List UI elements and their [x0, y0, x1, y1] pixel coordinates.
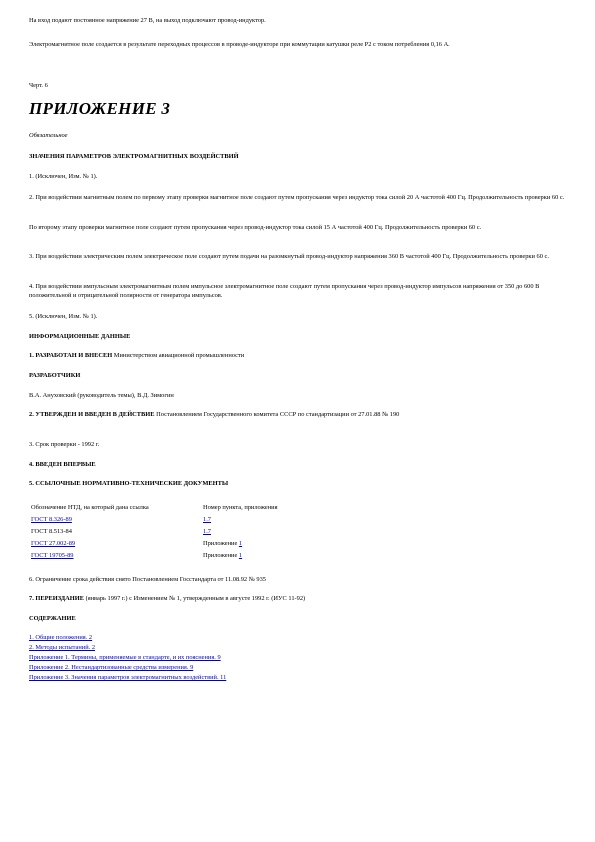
ref-link[interactable]: 1	[238, 540, 243, 547]
table-header-row	[29, 502, 280, 514]
appendix-item-1: 1. (Исключен, Изм. № 1).	[29, 173, 98, 180]
info-heading: ИНФОРМАЦИОННЫЕ ДАННЫЕ	[29, 333, 131, 340]
table-of-contents	[29, 633, 226, 683]
toc-link-appendix-2[interactable]: Приложение 2. Нестандартизованные средства измерения. 9	[29, 664, 194, 671]
info-section-6: 6. Ограничение срока действия снято Постановлением Госстандарта от 11.08.92 № 935	[29, 576, 267, 583]
table-header-cell: Номер пункта, приложения	[203, 504, 278, 511]
intro-paragraph-2: Электромагнитное поле создается в результате переходных процессов в проводе-индукторе при коммутации катушки реле Р2 с током потребления 0,16 А.	[29, 41, 450, 48]
toc-link-appendix-1[interactable]: Приложение 1. Термины, применяемые в стандарте, и их пояснения. 9	[29, 654, 221, 661]
figure-caption: Черт. 6	[29, 82, 48, 89]
intro-paragraph-1: На вход подают постоянное напряжение 27 В, на выход подключают провод-индуктор.	[29, 17, 266, 24]
references-table	[29, 502, 280, 562]
ref-link[interactable]: 1.7	[203, 528, 211, 535]
doc-link-gost-27-002[interactable]: ГОСТ 27.002-89	[31, 540, 76, 547]
info-section-7: 7. ПЕРЕИЗДАНИЕ (январь 1997 г.) с Изменением № 1, утвержденным в августе 1992 г. (ИУС 11-92)	[29, 595, 306, 602]
doc-link-gost-8-326[interactable]: ГОСТ 8.326-89	[31, 516, 72, 523]
table-row: ГОСТ 19705-89 Приложение 1	[31, 552, 243, 559]
toc-link-methods[interactable]: 2. Методы испытаний. 2	[29, 644, 96, 651]
appendix-item-4: 4. При воздействии импульсным электромагнитным полем импульсное электромагнитное поле создают путем пропускания через провод-индуктор импульсов напряжения от 350 до 600 В положительной и отрицательной полярности от генератора импульсов.	[29, 283, 540, 300]
doc-link-gost-19705[interactable]: ГОСТ 19705-89	[31, 552, 74, 559]
toc-link-general[interactable]: 1. Общие положения. 2	[29, 634, 93, 641]
developers-list: В.А. Ануховский (руководитель темы), В.Д. Зимогин	[29, 392, 174, 399]
table-header-cell: Обозначение НТД, на который дана ссылка	[31, 504, 149, 511]
toc-heading: СОДЕРЖАНИЕ	[29, 615, 76, 622]
ref-link[interactable]: 1.7	[203, 516, 211, 523]
appendix-item-5: 5. (Исключен, Изм. № 1).	[29, 313, 98, 320]
info-section-5: 5. ССЫЛОЧНЫЕ НОРМАТИВНО-ТЕХНИЧЕСКИЕ ДОКУМЕНТЫ	[29, 480, 229, 487]
info-section-3: 3. Срок проверки - 1992 г.	[29, 441, 100, 448]
table-row	[29, 526, 280, 538]
doc-name: ГОСТ 8.513-84	[31, 528, 72, 535]
appendix-title: ПРИЛОЖЕНИЕ 3	[29, 99, 171, 118]
info-section-4: 4. ВВЕДЕН ВПЕРВЫЕ	[29, 461, 96, 468]
appendix-status: Обязательное	[29, 132, 68, 139]
appendix-item-2: 2. При воздействии магнитным полем по первому этапу проверки магнитное поле создают путем пропускания через индуктор тока силой 20 А частотой 400 Гц. Продолжительность проверки 60 с.	[29, 194, 565, 201]
table-row	[29, 514, 280, 526]
appendix-item-2b: По второму этапу проверки магнитное поле создают путем пропускания через провод-индуктор тока силой 15 А частотой 400 Гц. Продолжительность проверки 60 с.	[29, 224, 482, 231]
appendix-item-3: 3. При воздействии электрическим полем электрическое поле создают путем подачи на разомкнутый провод-индуктор напряжения 360 В частотой 400 Гц. Продолжительность проверки 60 с.	[29, 253, 549, 260]
toc-link-appendix-3[interactable]: Приложение 3. Значения параметров электромагнитных воздействий. 11	[29, 674, 227, 681]
appendix-heading: ЗНАЧЕНИЯ ПАРАМЕТРОВ ЭЛЕКТРОМАГНИТНЫХ ВОЗДЕЙСТВИЙ	[29, 153, 239, 160]
info-section-2: 2. УТВЕРЖДЕН И ВВЕДЕН В ДЕЙСТВИЕ Постановлением Государственного комитета СССР по стандартизации от 27.01.88 № 190	[29, 411, 400, 418]
ref-link[interactable]: 1	[238, 552, 243, 559]
table-row: ГОСТ 27.002-89 Приложение 1	[31, 540, 243, 547]
developers-heading: РАЗРАБОТЧИКИ	[29, 372, 81, 379]
info-section-1: 1. РАЗРАБОТАН И ВНЕСЕН Министерством авиационной промышленности	[29, 352, 245, 359]
